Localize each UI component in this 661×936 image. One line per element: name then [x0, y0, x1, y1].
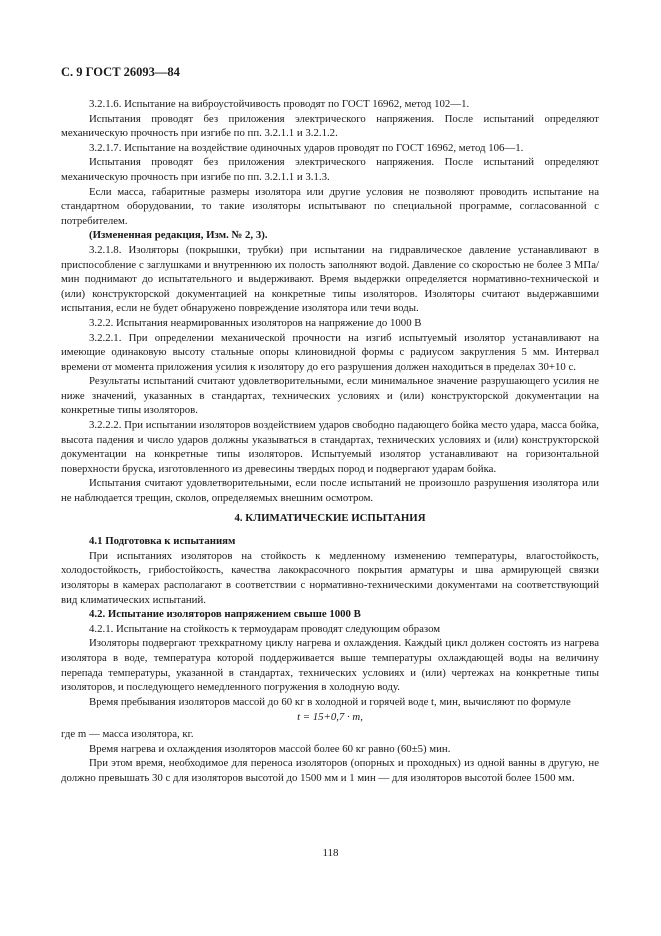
page-number: 118 — [322, 847, 339, 859]
subsection-heading: 4.1 Подготовка к испытаниям — [89, 535, 236, 548]
paragraph: Время пребывания изоляторов массой до 60 кг в холодной и горячей воде t, мин, вычисляют по формуле — [89, 695, 571, 708]
paragraph: Результаты испытаний считают удовлетворительными, если минимальное значение разрушающего усилия не ниже значений, указанных в стандартах, технических условиях и (или) конструкторской документации на конкретные типы изоляторов. — [61, 375, 599, 417]
paragraph: Испытания проводят без приложения электрического напряжения. После испытаний определяют механическую прочность при изгибе по пп. 3.2.1.1 и 3.1.3. — [61, 156, 599, 183]
paragraph: 3.2.2. Испытания неармированных изоляторов на напряжение до 1000 В — [89, 316, 422, 329]
paragraph: 4.2.1. Испытание на стойкость к термоударам проводят следующим образом — [89, 622, 441, 635]
paragraph: При испытаниях изоляторов на стойкость к медленному изменению температуры, влагостойкость, холодостойкость, грибостойкость, качества лакокрасочного покрытия арматуры и шва армирующей связки изоляторы в камерах располагают в соответствии с нормативно-техническими документами на соответствующий вид климатических испытаний. — [61, 549, 599, 606]
paragraph: Если масса, габаритные размеры изолятора или другие условия не позволяют проводить испытание на стандартном оборудовании, то такие изоляторы испытывают по специальной программе, согласованной с потребителем. — [61, 185, 599, 227]
paragraph: Время нагрева и охлаждения изоляторов массой более 60 кг равно (60±5) мин. — [89, 742, 451, 755]
paragraph: 3.2.1.7. Испытание на воздействие одиночных ударов проводят по ГОСТ 16962, метод 106—1. — [89, 141, 524, 154]
formula-legend: где m — масса изолятора, кг. — [61, 727, 194, 740]
section-heading: 4. КЛИМАТИЧЕСКИЕ ИСПЫТАНИЯ — [234, 511, 426, 524]
document-body — [61, 97, 599, 785]
paragraph: Испытания считают удовлетворительными, если после испытаний не произошло разрушения изолятора или не наблюдается трещин, сколов, определяемых внешним осмотром. — [61, 477, 599, 505]
paragraph: 3.2.1.8. Изоляторы (покрышки, трубки) при испытании на гидравлическое давление устанавливают в приспособление с заглушками и внутреннюю их полость заполняют водой. Давление со скоростью не более 3 МПа/мин поднимают до испытательного и выдерживают. Время выдержки определяется нормативно-технической и (или) конструкторской документацией на конкретные типы изоляторов. Изоляторы считают выдержавшими испытания, если не будет обнаружено повреждение изолятора или течи воды. — [61, 243, 599, 315]
formula: t = 15+0,7 · m, — [297, 711, 363, 724]
paragraph: 3.2.1.6. Испытание на виброустойчивость проводят по ГОСТ 16962, метод 102—1. — [89, 98, 470, 110]
paragraph: Испытания проводят без приложения электрического напряжения. После испытаний определяют механическую прочность при изгибе по пп. 3.2.1.1 и 3.2.1.2. — [61, 112, 599, 140]
paragraph: 3.2.2.2. При испытании изоляторов воздействием ударов свободно падающего бойка место удара, масса бойка, высота падения и число ударов должны указываться в стандартах, технических условиях и (или) конструкторской документации на конкретные типы изоляторов. Испытуемый изолятор устанавливают на горизонтальной поверхности бруска, изготовленного из древесины твердых пород и подвергают ударам бойка. — [61, 419, 599, 475]
paragraph: Изоляторы подвергают трехкратному циклу нагрева и охлаждения. Каждый цикл должен состоять из нагрева изолятора в воде, температура которой поддерживается выше температуры охлаждающей воды на величину перепада температуры, указанной в стандартах, технических условиях и (или) чертежах на конкретные типы изоляторов, и последующего немедленного погружения в холодную воду. — [61, 637, 599, 694]
amendment-note: (Измененная редакция, Изм. № 2, 3). — [89, 229, 268, 242]
paragraph: При этом время, необходимое для переноса изоляторов (опорных и проходных) из одной ванны в другую, не должно превышать 30 с для изоляторов высотой до 1500 мм и 1 мин — для изоляторов высотой более 1500 мм. — [61, 757, 599, 784]
subsection-heading: 4.2. Испытание изоляторов напряжением свыше 1000 В — [89, 608, 361, 621]
running-header: С. 9 ГОСТ 26093—84 — [61, 65, 180, 79]
paragraph: 3.2.2.1. При определении механической прочности на изгиб испытуемый изолятор устанавливают на имеющие одинаковую высоту стальные опоры клиновидной формы с радиусом закругления 5 мм. Интервал времени от момента приложения усилия к изолятору до его разрушения должен находиться в пределах 30+10 с. — [61, 331, 599, 373]
